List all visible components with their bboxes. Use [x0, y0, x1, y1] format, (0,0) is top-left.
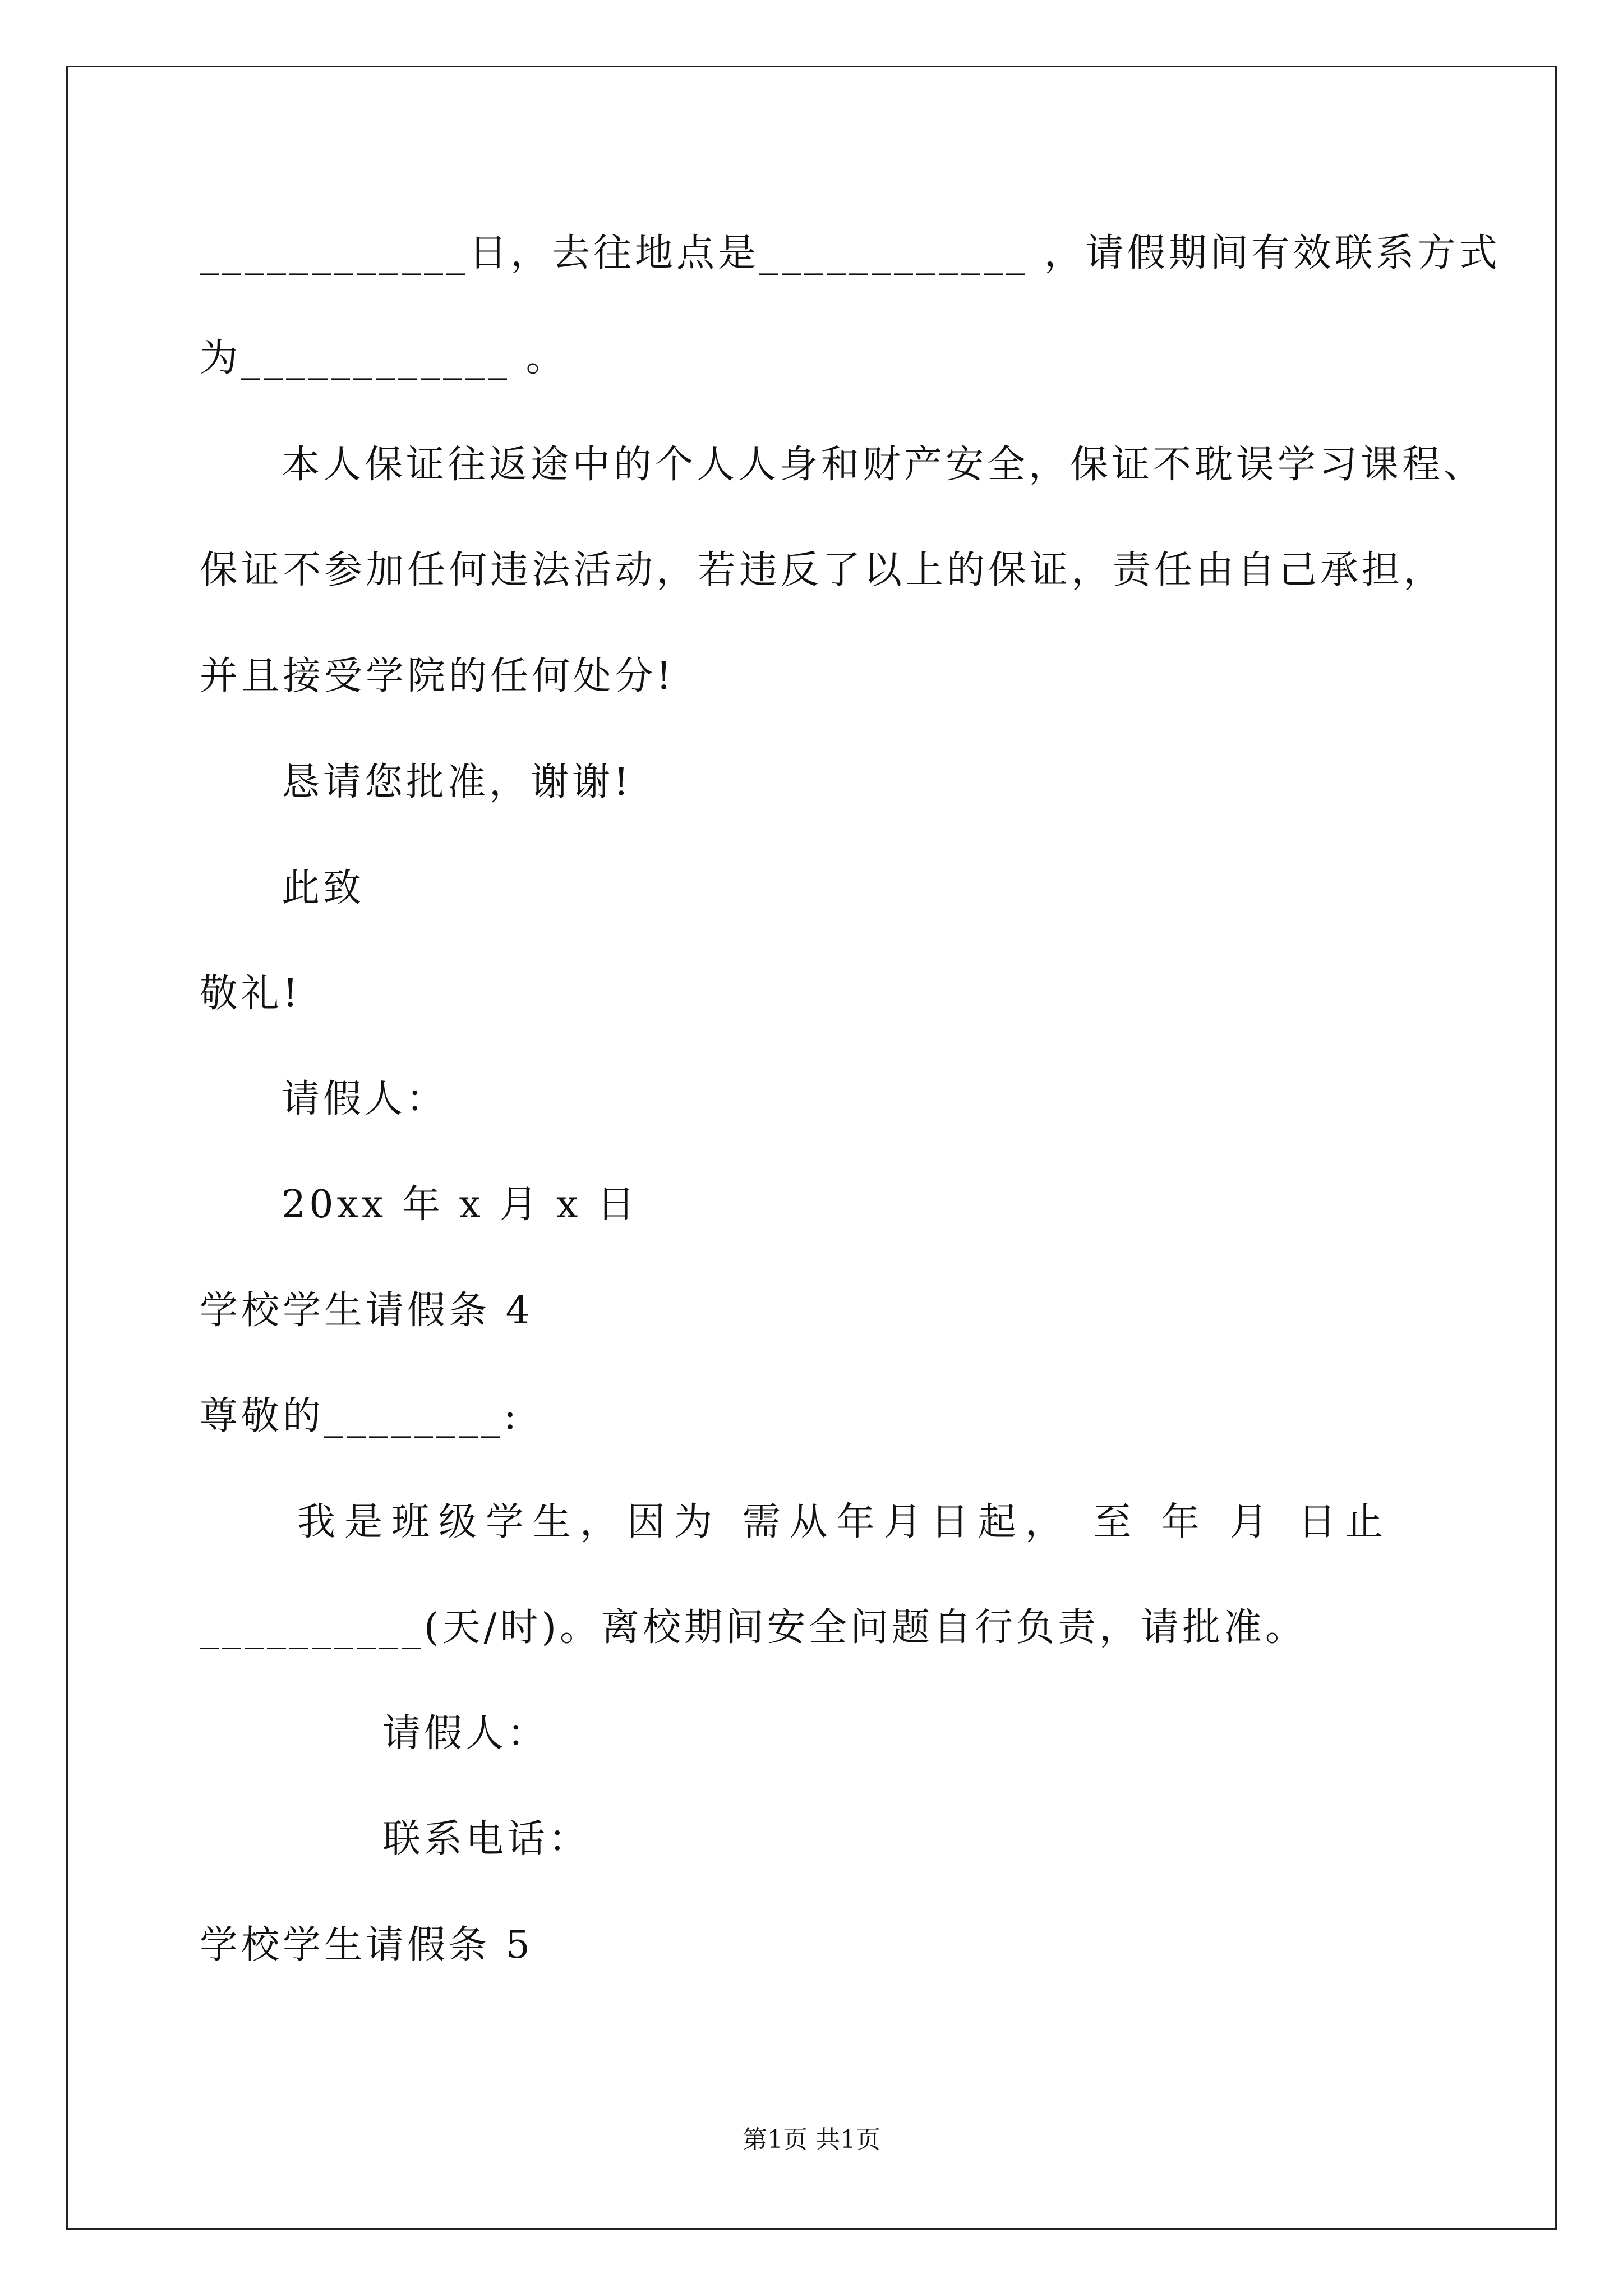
salutation: 尊敬的________: [200, 1394, 520, 1438]
applicant-label: 请假人： [282, 1077, 448, 1121]
closing-jingli: 敬礼! [200, 972, 302, 1016]
paragraph-guarantee-line-1: 本人保证往返途中的个人人身和财产安全，保证不耽误学习课程、 [282, 443, 1486, 487]
request-approval: 恳请您批准，谢谢! [282, 760, 633, 804]
leave-request-line-2: __________(天/时)。离校期间安全问题自行负责，请批准。 [200, 1605, 1307, 1650]
leave-request-line-1: 我是班级学生，因为 需从年月日起， 至 年 月 日止 [297, 1500, 1393, 1544]
text-line-2: 为____________ 。 [200, 336, 568, 380]
closing-cizhi: 此致 [282, 866, 365, 910]
page-border [66, 66, 1557, 2230]
applicant-label-2: 请假人： [382, 1711, 549, 1756]
section-title-5: 学校学生请假条 5 [200, 1923, 533, 1967]
contact-phone-label: 联系电话： [382, 1817, 591, 1861]
page-footer: 第1页 共1页 [743, 2125, 880, 2154]
section-title-4: 学校学生请假条 4 [200, 1289, 533, 1333]
text-line-1: ____________日，去往地点是____________ ，请假期间有效联系方式 [200, 231, 1501, 275]
paragraph-guarantee-line-2: 保证不参加任何违法活动，若违反了以上的保证，责任由自己承担， [200, 548, 1445, 592]
date-line: 20xx 年 x 月 x 日 [282, 1182, 639, 1227]
paragraph-guarantee-line-3: 并且接受学院的任何处分! [200, 654, 675, 698]
